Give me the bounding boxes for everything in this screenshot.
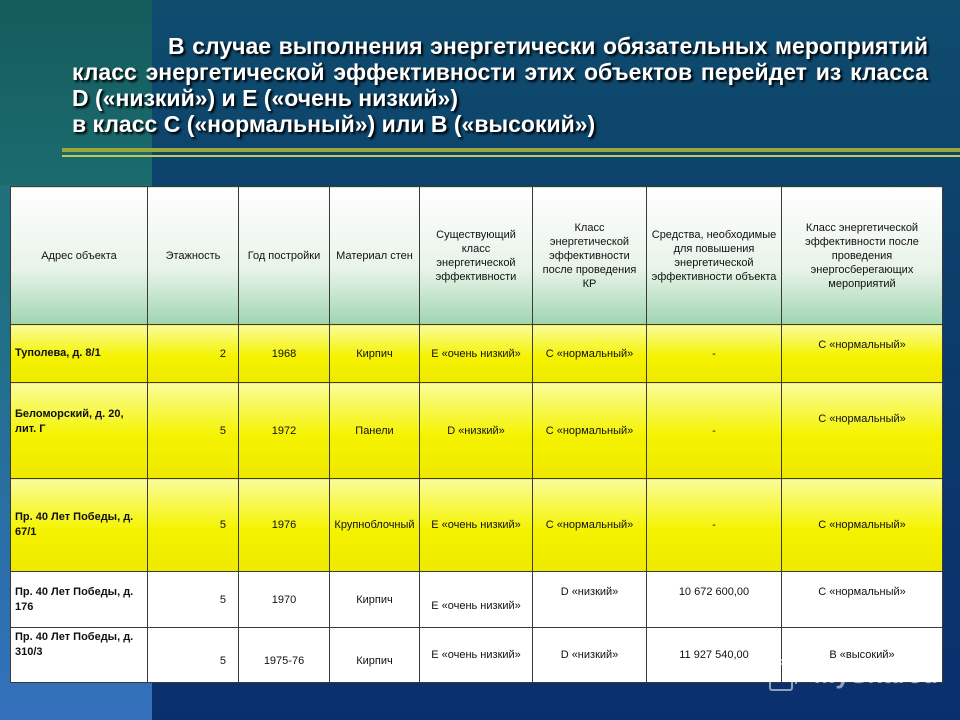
header-address: Адрес объекта — [11, 187, 148, 325]
cell-funds: - — [647, 383, 782, 479]
cell-current-class: Е «очень низкий» — [420, 572, 533, 628]
cell-year: 1976 — [239, 479, 330, 572]
header-current-class: Существующий класс энергетической эффективности — [420, 187, 533, 325]
cell-floors: 5 — [148, 479, 239, 572]
cell-year: 1970 — [239, 572, 330, 628]
cell-funds: 11 927 540,00 — [647, 628, 782, 683]
header-class-after-kr: Класс энергетической эффективности после проведения КР — [533, 187, 647, 325]
table-header-row — [11, 187, 943, 325]
cell-class-after-kr: D «низкий» — [533, 572, 647, 628]
cell-material: Кирпич — [330, 628, 420, 683]
cell-floors: 5 — [148, 383, 239, 479]
cell-floors: 5 — [148, 628, 239, 683]
cell-class-after-kr: С «нормальный» — [533, 383, 647, 479]
cell-year: 1975-76 — [239, 628, 330, 683]
cell-address: Беломорский, д. 20, лит. Г — [11, 383, 148, 479]
cell-class-after-measures: С «нормальный» — [782, 479, 943, 572]
cell-class-after-measures: В «высокий» — [782, 628, 943, 683]
slide-title — [72, 33, 928, 137]
cell-class-after-kr: С «нормальный» — [533, 479, 647, 572]
cell-floors: 2 — [148, 325, 239, 383]
title-line-1: В случае выполнения энергетически обязательных — [168, 33, 768, 59]
cell-funds: 10 672 600,00 — [647, 572, 782, 628]
header-funds: Средства, необходимые для повышения энергетической эффективности объекта — [647, 187, 782, 325]
cell-address: Туполева, д. 8/1 — [11, 325, 148, 383]
cell-material: Кирпич — [330, 572, 420, 628]
table-row — [11, 628, 943, 683]
cell-material: Кирпич — [330, 325, 420, 383]
cell-floors: 5 — [148, 572, 239, 628]
cell-material: Крупноблочный — [330, 479, 420, 572]
cell-address: Пр. 40 Лет Победы, д. 310/3 — [11, 628, 148, 683]
cell-class-after-measures: С «нормальный» — [782, 383, 943, 479]
cell-current-class: Е «очень низкий» — [420, 325, 533, 383]
cell-year: 1968 — [239, 325, 330, 383]
cell-current-class: Е «очень низкий» — [420, 628, 533, 683]
cell-current-class: D «низкий» — [420, 383, 533, 479]
cell-funds: - — [647, 325, 782, 383]
cell-funds: - — [647, 479, 782, 572]
cell-current-class: Е «очень низкий» — [420, 479, 533, 572]
header-class-after-measures: Класс энергетической эффективности после проведения энергосберегающих мероприятий — [782, 187, 943, 325]
title-divider-thin — [62, 155, 960, 157]
cell-material: Панели — [330, 383, 420, 479]
cell-address: Пр. 40 Лет Победы, д. 176 — [11, 572, 148, 628]
header-year: Год постройки — [239, 187, 330, 325]
watermark-text: MyShared — [813, 659, 938, 689]
header-floors: Этажность — [148, 187, 239, 325]
table-row — [11, 383, 943, 479]
table-row — [11, 479, 943, 572]
cell-year: 1972 — [239, 383, 330, 479]
table-row — [11, 572, 943, 628]
table-row — [11, 325, 943, 383]
energy-efficiency-table — [10, 186, 943, 683]
cell-address: Пр. 40 Лет Победы, д. 67/1 — [11, 479, 148, 572]
title-divider — [62, 148, 960, 152]
cell-class-after-kr: С «нормальный» — [533, 325, 647, 383]
watermark-icon — [768, 656, 800, 692]
title-line-2: мероприятий класс энергетической эффективности этих — [72, 33, 928, 85]
header-material: Материал стен — [330, 187, 420, 325]
title-line-4: в класс С («нормальный») или В («высокий») — [72, 111, 596, 137]
title-line-3: объектов перейдет из класса D («низкий») и E («очень низкий») — [72, 59, 929, 111]
cell-class-after-kr: D «низкий» — [533, 628, 647, 683]
cell-class-after-measures: С «нормальный» — [782, 325, 943, 383]
cell-class-after-measures: С «нормальный» — [782, 572, 943, 628]
